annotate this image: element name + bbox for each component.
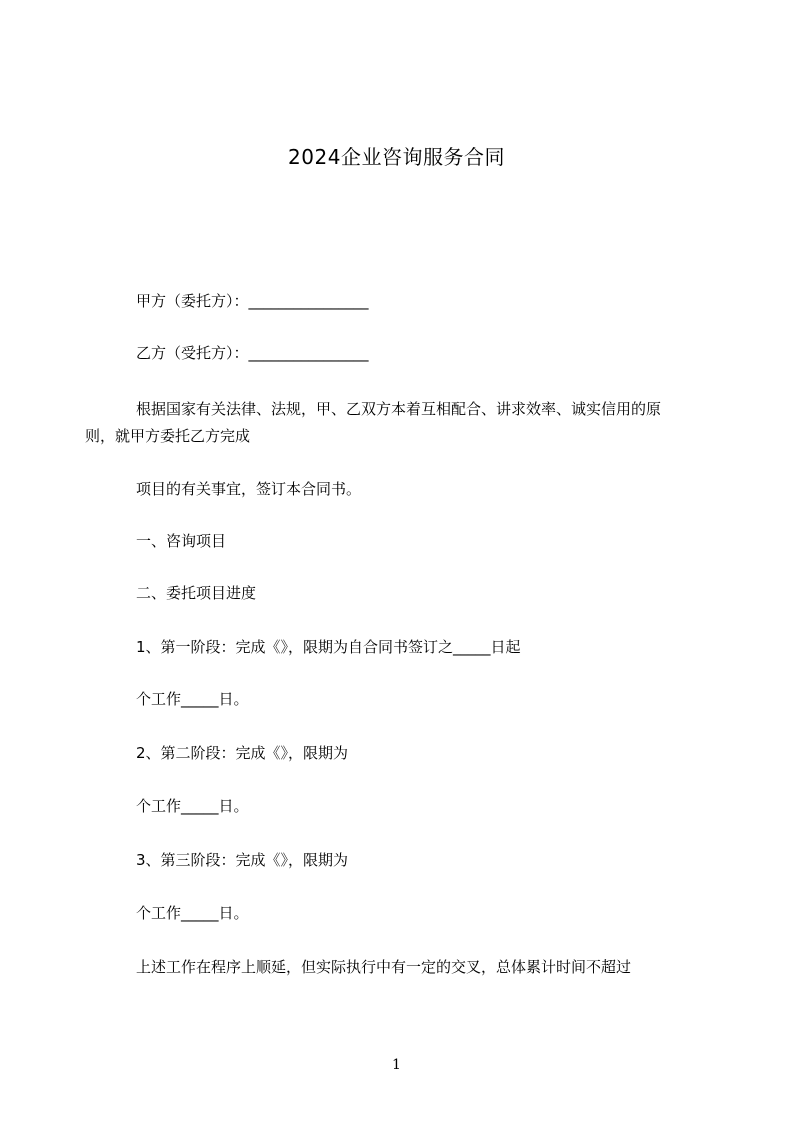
stage-1-line: 1、第一阶段：完成《》，限期为自合同书签订之_____日起 — [136, 638, 521, 656]
party-a-line: 甲方（委托方）：________________ — [136, 292, 369, 310]
section-heading-project-schedule: 二、委托项目进度 — [136, 584, 257, 602]
preamble-line-3: 项目的有关事宜，签订本合同书。 — [136, 480, 362, 498]
party-b-line: 乙方（受托方）：________________ — [136, 344, 369, 362]
stage-1-days-line: 个工作_____日。 — [136, 690, 249, 708]
stage-3-line: 3、第三阶段：完成《》，限期为 — [136, 851, 349, 869]
stage-2-line: 2、第二阶段：完成《》，限期为 — [136, 744, 349, 762]
page-number: 1 — [392, 1057, 401, 1073]
preamble-line-1: 根据国家有关法律、法规，甲、乙双方本着互相配合、讲求效率、诚实信用的原 — [136, 400, 662, 418]
section-heading-consulting-project: 一、咨询项目 — [136, 532, 227, 550]
stage-3-days-line: 个工作_____日。 — [136, 904, 249, 922]
preamble-line-2: 则，就甲方委托乙方完成 — [85, 427, 251, 445]
schedule-summary-line: 上述工作在程序上顺延，但实际执行中有一定的交叉，总体累计时间不超过 — [136, 958, 632, 976]
document-title: 2024企业咨询服务合同 — [288, 145, 505, 169]
stage-2-days-line: 个工作_____日。 — [136, 797, 249, 815]
